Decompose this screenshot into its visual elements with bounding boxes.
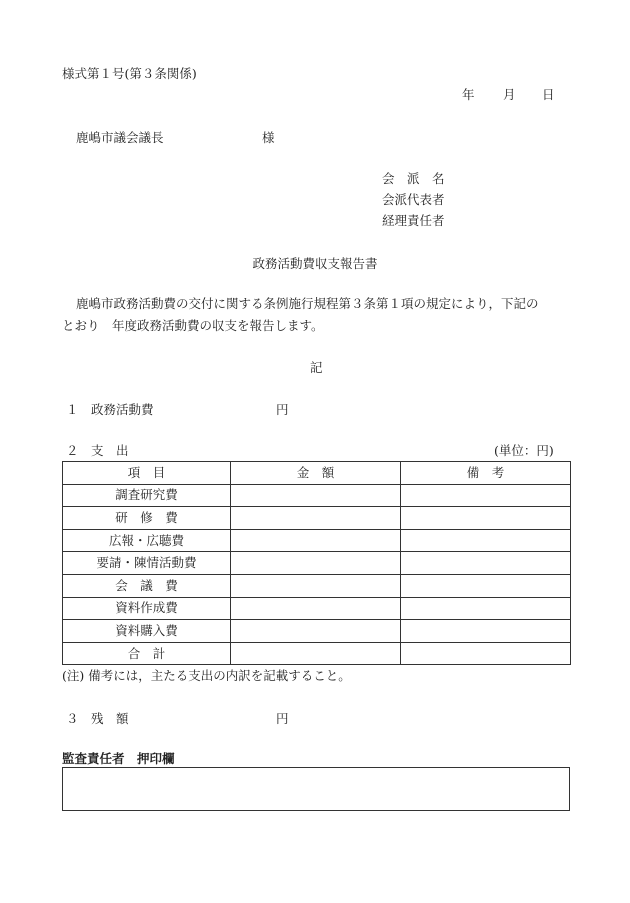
amount-cell[interactable] <box>231 552 401 575</box>
row-label: 会 議 費 <box>63 574 231 597</box>
amount-cell[interactable] <box>231 529 401 552</box>
header-remarks: 備 考 <box>401 462 571 485</box>
note-text: (注) 備考には，主たる支出の内訳を記載すること。 <box>62 668 351 683</box>
seal-field-label: 監査責任者 押印欄 <box>62 751 175 766</box>
table-row <box>63 484 571 507</box>
date-day: 日 <box>542 87 555 102</box>
amount-cell[interactable] <box>231 484 401 507</box>
table-row <box>63 529 571 552</box>
body-line-1: 鹿嶋市政務活動費の交付に関する条例施行規程第３条第１項の規定により，下記の <box>76 296 539 311</box>
form-number: 様式第１号(第３条関係) <box>62 66 197 81</box>
ki-heading: 記 <box>310 360 323 375</box>
amount-cell[interactable] <box>231 597 401 620</box>
document-title: 政務活動費収支報告書 <box>252 256 378 271</box>
section-1-label: １ 政務活動費 <box>66 402 154 417</box>
remarks-cell[interactable] <box>401 507 571 530</box>
table-row <box>63 620 571 643</box>
table-total-row <box>63 642 571 665</box>
row-label: 調査研究費 <box>63 484 231 507</box>
faction-name-label: 会 派 名 <box>382 171 445 186</box>
row-label: 要請・陳情活動費 <box>63 552 231 575</box>
table-header-row <box>63 462 571 485</box>
table-row <box>63 574 571 597</box>
remarks-cell[interactable] <box>401 597 571 620</box>
expenditure-table <box>62 461 571 665</box>
amount-cell[interactable] <box>231 620 401 643</box>
amount-cell[interactable] <box>231 507 401 530</box>
seal-box[interactable] <box>62 767 570 811</box>
table-row <box>63 552 571 575</box>
accounting-manager-label: 経理責任者 <box>382 213 445 228</box>
date-year: 年 <box>462 87 475 102</box>
header-amount: 金 額 <box>231 462 401 485</box>
remarks-cell[interactable] <box>401 484 571 507</box>
row-label: 広報・広聴費 <box>63 529 231 552</box>
table-row <box>63 507 571 530</box>
table-row <box>63 597 571 620</box>
row-label: 研 修 費 <box>63 507 231 530</box>
addressee-name: 鹿嶋市議会議長 <box>76 130 164 145</box>
addressee-honorific: 様 <box>262 130 275 145</box>
remarks-cell[interactable] <box>401 620 571 643</box>
date-month: 月 <box>503 87 516 102</box>
total-amount-cell[interactable] <box>231 642 401 665</box>
row-label: 資料購入費 <box>63 620 231 643</box>
section-3-unit: 円 <box>276 711 289 726</box>
section-2-label: ２ 支 出 <box>66 443 129 458</box>
section-1-unit: 円 <box>276 402 289 417</box>
remarks-cell[interactable] <box>401 574 571 597</box>
remarks-cell[interactable] <box>401 529 571 552</box>
section-3-label: ３ 残 額 <box>66 711 129 726</box>
amount-cell[interactable] <box>231 574 401 597</box>
unit-note: (単位：円) <box>494 443 554 458</box>
total-label: 合 計 <box>63 642 231 665</box>
body-line-2: とおり 年度政務活動費の収支を報告します。 <box>62 318 324 333</box>
remarks-cell[interactable] <box>401 552 571 575</box>
header-item: 項 目 <box>63 462 231 485</box>
total-remarks-cell[interactable] <box>401 642 571 665</box>
faction-representative-label: 会派代表者 <box>382 192 445 207</box>
row-label: 資料作成費 <box>63 597 231 620</box>
